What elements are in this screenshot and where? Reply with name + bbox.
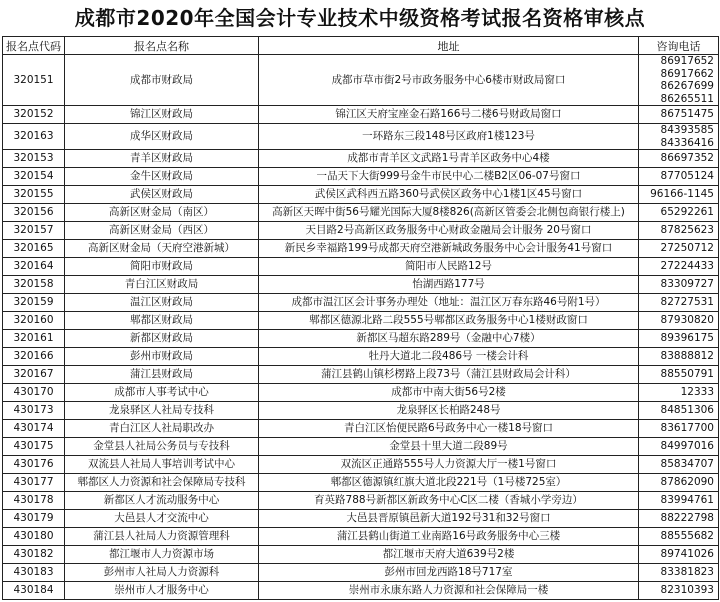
- site-address: 高新区天晖中街56号耀光国际大厦8楼826(高新区管委会北侧包商银行楼上): [259, 204, 639, 222]
- site-name: 成都市人事考试中心: [65, 384, 259, 402]
- table-row: [3, 294, 719, 312]
- site-code: 430175: [3, 438, 65, 456]
- table-row: [3, 348, 719, 366]
- site-code: 320165: [3, 240, 65, 258]
- site-name: 大邑县人才交流中心: [65, 510, 259, 528]
- site-name: 都江堰市人力资源市场: [65, 546, 259, 564]
- site-name: 锦江区财政局: [65, 106, 259, 124]
- site-code: 430180: [3, 528, 65, 546]
- site-phone: [639, 348, 719, 366]
- site-name: 高新区财金局（西区）: [65, 222, 259, 240]
- table-row: [3, 168, 719, 186]
- site-address: 天目路2号高新区政务服务中心财政金融局会计服务 20号窗口: [259, 222, 639, 240]
- site-phone: [639, 276, 719, 294]
- site-address: 崇州市永康东路人力资源和社会保障局一楼: [259, 582, 639, 600]
- exam-sites-table: [2, 36, 719, 600]
- site-name: 双流县人社局人事培训考试中心: [65, 456, 259, 474]
- table-row: [3, 402, 719, 420]
- site-name: 新都区人才流动服务中心: [65, 492, 259, 510]
- header-name: 报名点名称: [65, 37, 259, 55]
- site-name: 武侯区财政局: [65, 186, 259, 204]
- site-code: 430179: [3, 510, 65, 528]
- site-name: 金牛区财政局: [65, 168, 259, 186]
- phone-number: 82310393: [660, 584, 714, 596]
- site-name: 崇州市人才服务中心: [65, 582, 259, 600]
- site-code: 320156: [3, 204, 65, 222]
- site-address: 蒲江县鹤山镇杉楞路上段73号（蒲江县财政局会计科）: [259, 366, 639, 384]
- table-row: [3, 150, 719, 168]
- site-code: 320166: [3, 348, 65, 366]
- table-row: [3, 312, 719, 330]
- phone-number: 88550791: [660, 368, 714, 380]
- site-address: 郫都区德源北路二段555号郫都区政务服务中心1楼财政窗口: [259, 312, 639, 330]
- phone-number: 86697352: [660, 152, 714, 164]
- header-phone: 咨询电话: [639, 37, 719, 55]
- table-row: [3, 528, 719, 546]
- site-name: 郫都区人力资源和社会保障局专技科: [65, 474, 259, 492]
- site-address: 双流区正通路555号人力资源大厅一楼1号窗口: [259, 456, 639, 474]
- site-address: 都江堰市天府大道639号2楼: [259, 546, 639, 564]
- site-address: 一品天下大街999号金牛市民中心二楼B2区06-07号窗口: [259, 168, 639, 186]
- site-address: 大邑县晋原镇邑新大道192号31和32号窗口: [259, 510, 639, 528]
- phone-number: 83994761: [660, 494, 714, 506]
- phone-number: 85834707: [660, 458, 714, 470]
- page-title: 成都市2020年全国会计专业技术中级资格考试报名资格审核点: [74, 6, 646, 30]
- phone-number: 87825623: [660, 224, 714, 236]
- site-name: 新都区财政局: [65, 330, 259, 348]
- site-phone: [639, 546, 719, 564]
- phone-number: 84997016: [660, 440, 714, 452]
- phone-number: 86265511: [660, 92, 714, 105]
- site-name: 彭州市人社局人力资源科: [65, 564, 259, 582]
- site-code: 430184: [3, 582, 65, 600]
- site-address: 新都区马超东路289号（金融中心7楼）: [259, 330, 639, 348]
- site-name: 成华区财政局: [65, 124, 259, 150]
- site-name: 金堂县人社局公务员与专技科: [65, 438, 259, 456]
- table-row: [3, 456, 719, 474]
- phone-number: 87705124: [660, 170, 714, 182]
- table-row: [3, 106, 719, 124]
- site-name: 温江区财政局: [65, 294, 259, 312]
- table-row: [3, 564, 719, 582]
- site-code: 320154: [3, 168, 65, 186]
- site-phone: [639, 492, 719, 510]
- table-row: [3, 510, 719, 528]
- phone-number: 88555682: [660, 530, 714, 542]
- site-address: 成都市中南大街56号2楼: [259, 384, 639, 402]
- site-phone: [639, 330, 719, 348]
- table-row: [3, 204, 719, 222]
- site-code: 320167: [3, 366, 65, 384]
- site-name: 高新区财金局（天府空港新城）: [65, 240, 259, 258]
- site-code: 430174: [3, 420, 65, 438]
- phone-number: 86917652: [660, 55, 714, 67]
- site-name: 青白江区人社局职改办: [65, 420, 259, 438]
- table-row: [3, 474, 719, 492]
- site-phone: [639, 294, 719, 312]
- site-phone: [639, 366, 719, 384]
- phone-number: 86917662: [660, 67, 714, 80]
- phone-number: 83309727: [660, 278, 714, 290]
- phone-number: 89396175: [660, 332, 714, 344]
- phone-number: 12333: [680, 386, 714, 398]
- table-row: [3, 366, 719, 384]
- site-name: 彭州市财政局: [65, 348, 259, 366]
- site-code: 320163: [3, 124, 65, 150]
- site-name: 郫都区财政局: [65, 312, 259, 330]
- site-code: 320152: [3, 106, 65, 124]
- site-address: 武侯区武科西五路360号武侯区政务中心1楼1区45号窗口: [259, 186, 639, 204]
- table-row: [3, 492, 719, 510]
- phone-number: 84851306: [660, 404, 714, 416]
- phone-number: 86751475: [660, 108, 714, 120]
- site-code: 430182: [3, 546, 65, 564]
- site-code: 430183: [3, 564, 65, 582]
- phone-number: 87930820: [660, 314, 714, 326]
- site-code: 320159: [3, 294, 65, 312]
- table-row: [3, 186, 719, 204]
- site-phone: [639, 438, 719, 456]
- site-address: 简阳市人民路12号: [259, 258, 639, 276]
- site-address: 牡丹大道北二段486号 一楼会计科: [259, 348, 639, 366]
- table-row: [3, 582, 719, 600]
- site-phone: [639, 106, 719, 124]
- table-row: [3, 420, 719, 438]
- phone-number: 88222798: [660, 512, 714, 524]
- table-row: [3, 276, 719, 294]
- site-phone: [639, 402, 719, 420]
- site-phone: [639, 312, 719, 330]
- site-address: 怡湖西路177号: [259, 276, 639, 294]
- table-body: [3, 55, 719, 600]
- site-code: 430170: [3, 384, 65, 402]
- phone-number: 96166-1145: [650, 188, 714, 200]
- site-phone: [639, 186, 719, 204]
- site-name: 龙泉驿区人社局专技科: [65, 402, 259, 420]
- site-phone: [639, 384, 719, 402]
- phone-number: 83381823: [660, 566, 714, 578]
- site-code: 430177: [3, 474, 65, 492]
- site-name: 青羊区财政局: [65, 150, 259, 168]
- site-phone: [639, 258, 719, 276]
- site-code: 320157: [3, 222, 65, 240]
- site-phone: [639, 564, 719, 582]
- site-name: 高新区财金局（南区）: [65, 204, 259, 222]
- phone-number: 86267699: [660, 80, 714, 92]
- site-name: 蒲江县人社局人力资源管理科: [65, 528, 259, 546]
- table-row: [3, 384, 719, 402]
- table-row: [3, 240, 719, 258]
- phone-number: 84336416: [660, 136, 714, 149]
- site-code: 320158: [3, 276, 65, 294]
- site-phone: [639, 510, 719, 528]
- phone-number: 89741026: [660, 548, 714, 560]
- site-code: 430176: [3, 456, 65, 474]
- site-phone: [639, 528, 719, 546]
- site-address: 新民乡幸福路199号成都天府空港新城政务服务中心会计服务41号窗口: [259, 240, 639, 258]
- header-code: 报名点代码: [3, 37, 65, 55]
- site-address: 锦江区天府宝座金石路166号二楼6号财政局窗口: [259, 106, 639, 124]
- site-phone: [639, 124, 719, 150]
- phone-number: 83888812: [660, 350, 714, 362]
- table-row: [3, 222, 719, 240]
- site-code: 320161: [3, 330, 65, 348]
- site-phone: [639, 150, 719, 168]
- phone-number: 83617700: [660, 422, 714, 434]
- site-address: 彭州市回龙西路18号717室: [259, 564, 639, 582]
- table-row: [3, 258, 719, 276]
- table-row: [3, 124, 719, 150]
- site-phone: [639, 55, 719, 106]
- table-header-row: [3, 37, 719, 55]
- site-code: 320151: [3, 55, 65, 106]
- phone-number: 65292261: [660, 206, 714, 218]
- site-address: 成都市青羊区文武路1号青羊区政务中心4楼: [259, 150, 639, 168]
- site-phone: [639, 168, 719, 186]
- site-address: 一环路东三段148号区政府1楼123号: [259, 124, 639, 150]
- site-name: 青白江区财政局: [65, 276, 259, 294]
- site-address: 郫都区德源镇红旗大道北段221号（1号楼725室）: [259, 474, 639, 492]
- site-name: 成都市财政局: [65, 55, 259, 106]
- site-address: 金堂县十里大道二段89号: [259, 438, 639, 456]
- site-phone: [639, 222, 719, 240]
- site-phone: [639, 204, 719, 222]
- table-row: [3, 55, 719, 106]
- site-phone: [639, 240, 719, 258]
- site-address: 成都市温江区会计事务办理处（地址：温江区万春东路46号附1号）: [259, 294, 639, 312]
- site-code: 320160: [3, 312, 65, 330]
- phone-number: 27224433: [660, 260, 714, 272]
- site-code: 320164: [3, 258, 65, 276]
- phone-number: 84393585: [660, 124, 714, 136]
- header-address: 地址: [259, 37, 639, 55]
- site-address: 青白江区怡便民路6号政务中心一楼18号窗口: [259, 420, 639, 438]
- table-row: [3, 438, 719, 456]
- site-phone: [639, 582, 719, 600]
- site-phone: [639, 420, 719, 438]
- site-code: 430173: [3, 402, 65, 420]
- site-phone: [639, 474, 719, 492]
- site-address: 育英路788号新都区新政务中心C区二楼（香城小学旁边）: [259, 492, 639, 510]
- phone-number: 27250712: [660, 242, 714, 254]
- site-address: 成都市草市街2号市政务服务中心6楼市财政局窗口: [259, 55, 639, 106]
- site-address: 蒲江县鹤山街道工业南路16号政务服务中心三楼: [259, 528, 639, 546]
- site-name: 蒲江县财政局: [65, 366, 259, 384]
- site-phone: [639, 456, 719, 474]
- site-code: 430178: [3, 492, 65, 510]
- site-address: 龙泉驿区长柏路248号: [259, 402, 639, 420]
- table-row: [3, 546, 719, 564]
- phone-number: 82727531: [660, 296, 714, 308]
- site-code: 320155: [3, 186, 65, 204]
- phone-number: 87862090: [660, 476, 714, 488]
- site-code: 320153: [3, 150, 65, 168]
- site-name: 简阳市财政局: [65, 258, 259, 276]
- table-row: [3, 330, 719, 348]
